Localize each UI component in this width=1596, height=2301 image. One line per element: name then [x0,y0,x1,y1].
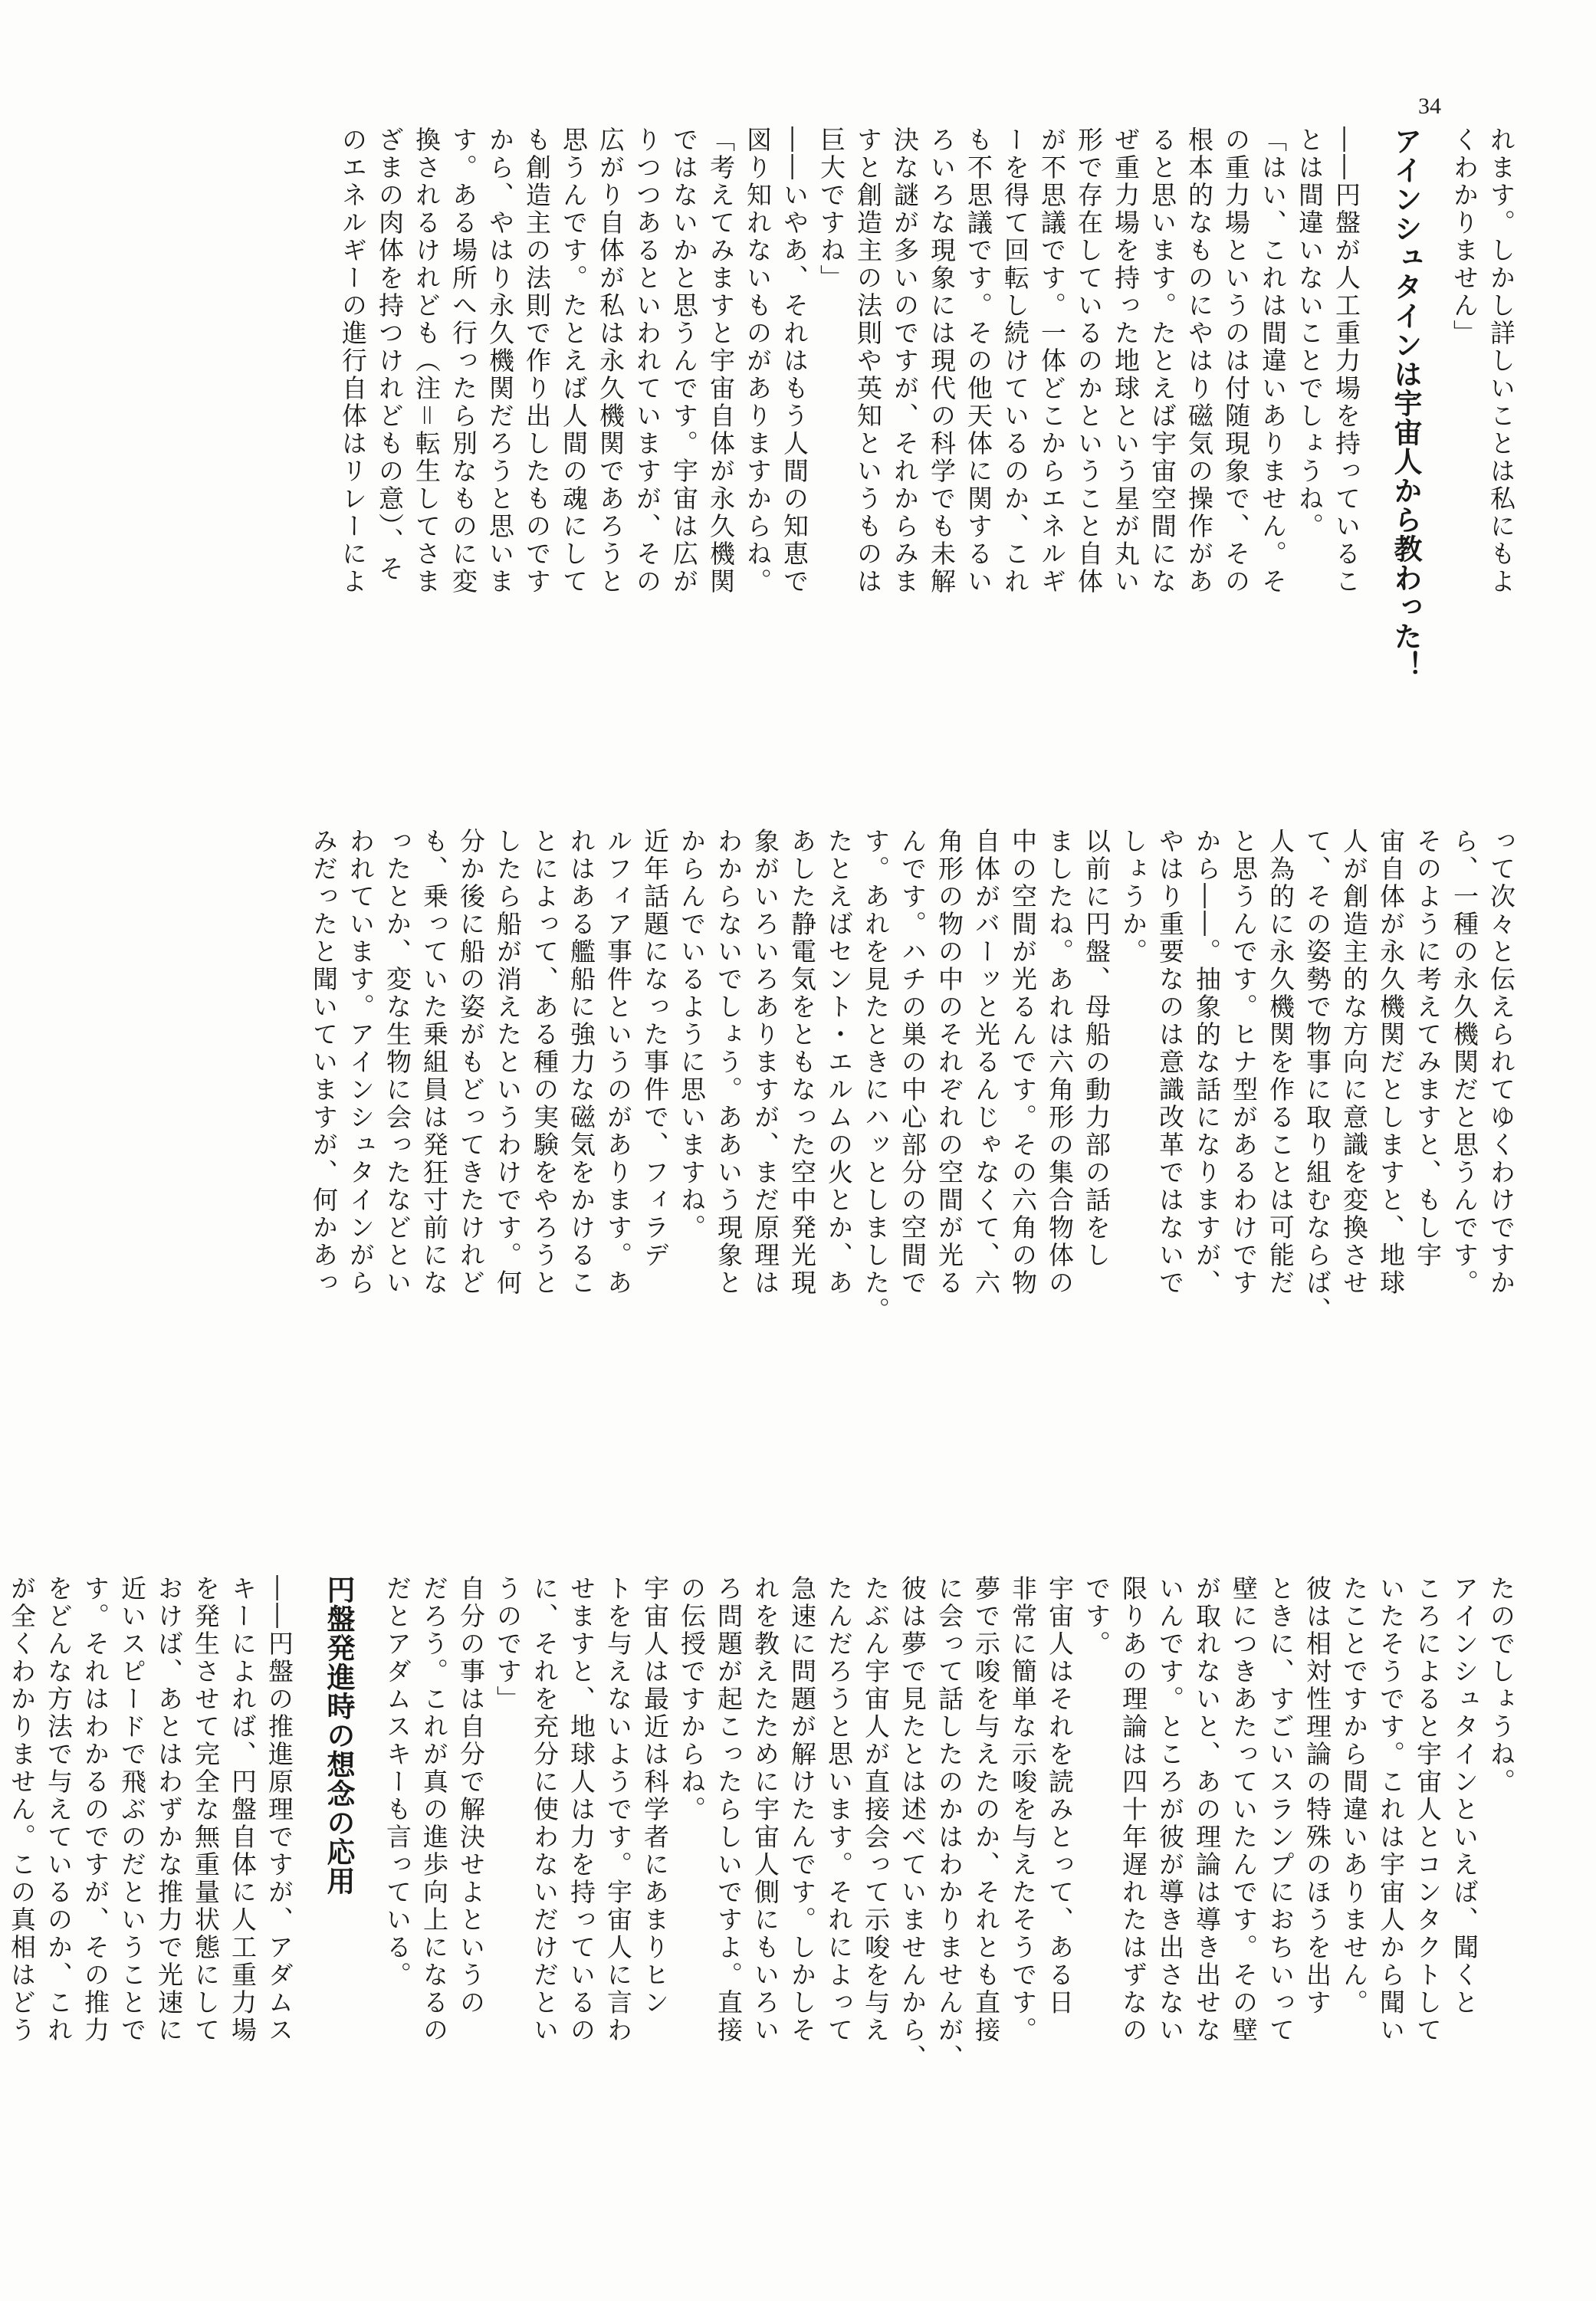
text-column: ましたね。あれは六角形の集合物体の [1045,828,1075,1297]
text-column: が全くわかりません。この真相はどう [7,1575,37,2044]
text-column: って次々と伝えられてゆくわけですか [1486,828,1516,1297]
text-column: の重力場というのは付随現象で、その [1221,126,1251,596]
text-tier-bottom [7,1575,1519,2242]
text-column: ではないかと思うんです。宇宙は広が [669,126,699,596]
section-heading-einstein: アインシュタインは宇宙人から教わった！ [1389,126,1422,680]
text-column: です。 [1082,1575,1112,1658]
text-column: したら船が消えたというわけです。何 [493,828,523,1297]
column-group [1446,126,1519,694]
text-column: ーを得て回転し続けているのか、これ [1000,126,1030,596]
text-tier-top [115,126,1519,694]
text-column: ると思います。たとえば宇宙空間にな [1148,126,1177,596]
text-column: だとアダムスキーも言っている。 [383,1575,412,1989]
text-column: が不思議です。一体どこからエネルギ [1037,126,1067,596]
text-column: ころによると宇宙人とコンタクトして [1413,1575,1443,2044]
text-column: くわかりません」 [1450,126,1479,347]
text-column: 彼は相対性理論の特殊のほうを出す [1302,1575,1332,2017]
text-column: 人為的に永久機関を作ることは可能だ [1266,828,1296,1297]
text-column: 決な謎が多いのですが、それからみま [890,126,920,596]
text-column: て、その姿勢で物事に取り組むならば、 [1302,828,1332,1324]
text-column: 宇宙人はそれを読みとって、ある日 [1045,1575,1075,2017]
text-column: す。それはわかるのですが、その推力 [80,1575,110,2044]
column-group [305,828,1519,1487]
text-column: と思うんです。ヒナ型があるわけです [1229,828,1259,1297]
text-column: んです。ハチの巣の中心部分の空間で [898,828,928,1297]
text-column: に会って話したのかはわかりませんが、 [934,1575,964,2072]
text-column: 自体がバーッと光るんじゃなくて、六 [971,828,1001,1297]
column-group [379,1575,1519,2242]
text-column: の伝授ですからね。 [677,1575,707,1823]
text-column: ルフィア事件というのがあります。あ [603,828,633,1297]
text-column: から――。抽象的な話になりますが、 [1192,828,1222,1297]
text-column: ざまの肉体を持つけれどもの意）、そ [375,126,405,583]
text-column: そのように考えてみますと、もし宇 [1413,828,1443,1269]
text-column: 巨大ですね」 [816,126,846,292]
text-column: 「はい、これは間違いありません。そ [1258,126,1288,596]
text-column: 彼は夢で見たとは述べていませんから、 [898,1575,928,2072]
text-column: わからないでしょう。ああいう現象と [714,828,744,1297]
text-column: 夢で示唆を与えたのか、それとも直接 [971,1575,1001,2044]
text-column: 広がり自体が私は永久機関であろうと [596,126,626,596]
text-column: 宙自体が永久機関だとしますと、地球 [1376,828,1406,1297]
text-column: アインシュタインといえば、聞くと [1450,1575,1479,2017]
text-column: いんです。ところが彼が導き出さない [1155,1575,1185,2044]
text-column: 壁につきあたっていたんです。その壁 [1229,1575,1259,2044]
text-column: キーによれば、円盤自体に人工重力場 [228,1575,258,2044]
text-column: 象がいろいろありますが、まだ原理は [750,828,780,1297]
text-column: 限りあの理論は四十年遅れたはずなの [1118,1575,1148,2044]
text-column: のエネルギーの進行自体はリレーによ [338,126,368,596]
text-column: ――円盤の推進原理ですが、アダムス [264,1575,294,2044]
text-column: 非常に簡単な示唆を与えたそうです。 [1008,1575,1038,2044]
text-column: も創造主の法則で作り出したものです [522,126,552,596]
text-column: 自分の事は自分で解決せよというの [456,1575,486,2017]
column-group [0,1575,297,2242]
text-column: 中の空間が光るんです。その六角の物 [1008,828,1038,1297]
text-tier-middle [115,828,1519,1487]
text-column: 分か後に船の姿がもどってきたけれど [456,828,486,1297]
text-column: から、やはり永久機関だろうと思いま [485,126,515,596]
text-column: を発生させて完全な無重量状態にして [191,1575,221,2044]
text-column: ろいろな現象には現代の科学でも未解 [927,126,957,596]
text-column: たことですから間違いありません。 [1339,1575,1369,2017]
text-column: が取れないと、あの理論は導き出せな [1192,1575,1222,2044]
text-column: ら、一種の永久機関だと思うんです。 [1450,828,1479,1297]
text-column: 図り知れないものがありますからね。 [743,126,773,596]
text-column: ――いやあ、それはもう人間の知恵で [780,126,809,596]
text-column: ――円盤が人工重力場を持っているこ [1332,126,1361,596]
text-column: れます。しかし詳しいことは私にもよ [1486,126,1516,596]
text-column: 近いスピードで飛ぶのだということで [117,1575,147,2044]
text-column: 角形の物の中のそれぞれの空間が光る [934,828,964,1297]
text-column: も、乗っていた乗組員は発狂寸前にな [419,828,449,1297]
text-column: ときに、すごいスランプにおちいって [1266,1575,1296,2044]
text-column: たんだろうと思います。それによって [824,1575,854,2044]
text-column: われています。アインシュタインがら [346,828,376,1297]
text-column: れはある艦船に強力な磁気をかけるこ [566,828,596,1297]
text-column: ぜ重力場を持った地球という星が丸い [1111,126,1141,596]
text-column: いたそうです。これは宇宙人から聞い [1376,1575,1406,2044]
text-column: だろう。これが真の進歩向上になるの [419,1575,449,2044]
text-column: す。あれを見たときにハッとしました。 [861,828,891,1324]
text-column: す。ある場所へ行ったら別なものに変 [448,126,478,596]
text-column: あした静電気をともなった空中発光現 [787,828,817,1297]
text-column: 形で存在しているのかということ自体 [1074,126,1104,596]
page-number: 34 [1418,94,1441,119]
text-column: りつつあるといわれていますが、その [632,126,662,596]
text-column: おけば、あとはわずかな推力で光速に [154,1575,184,2044]
text-column: たとえばセント・エルムの火とか、あ [824,828,854,1297]
text-column: せますと、地球人は力を持っているの [566,1575,596,2044]
column-group [334,126,1364,694]
text-column: たぶん宇宙人が直接会って示唆を与え [861,1575,891,2044]
text-column: 急速に問題が解けたんです。しかしそ [787,1575,817,2044]
text-column: からんでいるように思いますね。 [677,828,707,1242]
text-column: をどんな方法で与えているのか、これ [44,1575,74,2044]
text-column: ったとか、変な生物に会ったなどとい [383,828,412,1297]
text-column: 「考えてみますと宇宙自体が永久機関 [706,126,736,596]
text-column: 根本的なものにやはり磁気の操作があ [1184,126,1214,596]
text-column: たのでしょうね。 [1486,1575,1516,1796]
text-column: れを教えたために宇宙人側にもいろい [750,1575,780,2044]
text-column: 以前に円盤、母船の動力部の話をし [1082,828,1112,1269]
text-column: みだったと聞いていますが、何かあっ [309,828,339,1297]
text-column: やはり重要なのは意識改革ではないで [1155,828,1185,1297]
text-column: トを与えないようです。宇宙人に言わ [603,1575,633,2044]
text-column: とによって、ある種の実験をやろうと [530,828,560,1297]
text-column: 人が創造主的な方向に意識を変換させ [1339,828,1369,1297]
text-column: ろ問題が起こったらしいですよ。直接 [714,1575,744,2044]
text-column: も不思議です。その他天体に関するい [964,126,993,596]
text-column: 宇宙人は最近は科学者にあまりヒン [640,1575,670,2017]
text-column: すと創造主の法則や英知というものは [853,126,883,596]
text-column: 近年話題になった事件で、フィラデ [640,828,670,1269]
text-column: うのです」 [493,1575,523,1713]
text-column: とは間違いないことでしょうね。 [1295,126,1325,540]
text-column: しょうか。 [1118,828,1148,966]
text-column: 換されるけれども（注＝転生してさま [412,126,442,596]
text-column: 思うんです。たとえば人間の魂にして [559,126,589,596]
text-column: に、それを充分に使わないだけだとい [530,1575,560,2044]
section-heading-propulsion: 円盤発進時の想念の応用 [322,1575,355,1896]
